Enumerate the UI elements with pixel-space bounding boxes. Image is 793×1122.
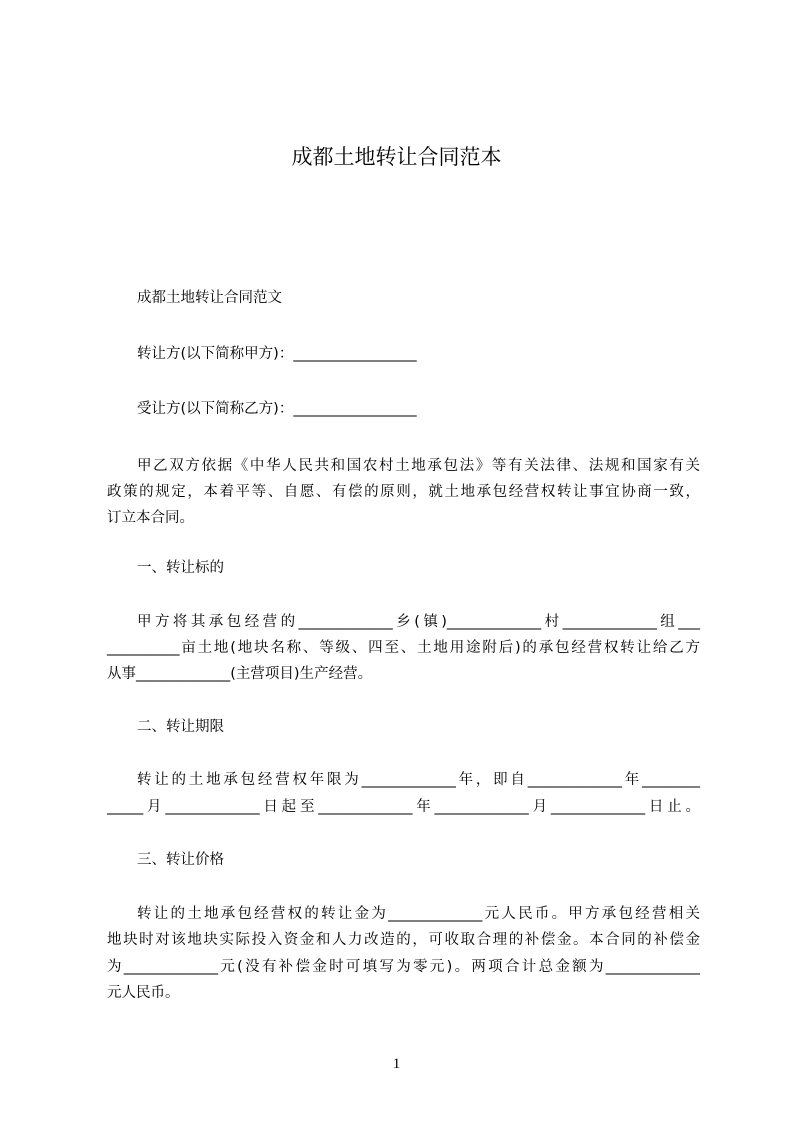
- paragraph-line: _____月_____________日起至_____________年_____________月_____________日止。: [107, 799, 700, 815]
- section-heading: 三、转让价格: [137, 852, 224, 868]
- paragraph-line: 甲方将其承包经营的_____________乡(镇)_____________村_____________组___: [137, 614, 700, 630]
- paragraph-line: 订立本合同。: [107, 510, 194, 526]
- paragraph-line: 政策的规定，本着平等、自愿、有偿的原则，就土地承包经营权转让事宜协商一致，: [107, 484, 700, 500]
- section-heading: 二、转让期限: [137, 719, 224, 735]
- paragraph-line: 甲乙双方依据《中华人民共和国农村土地承包法》等有关法律、法规和国家有关: [137, 458, 700, 474]
- section-heading: 一、转让标的: [137, 560, 224, 576]
- transferor-line: 转让方(以下简称甲方)：_________________: [137, 346, 417, 362]
- page-number: 1: [392, 1056, 401, 1072]
- paragraph-line: 转让的土地承包经营权年限为_____________年，即自_____________年________: [137, 772, 700, 788]
- paragraph-line: 元人民币。: [107, 985, 180, 1001]
- paragraph-line: 为_____________元(没有补偿金时可填写为零元)。两项合计总金额为_____________: [107, 959, 700, 975]
- subtitle: 成都土地转让合同范文: [137, 290, 282, 306]
- page-title: 成都土地转让合同范本: [291, 145, 502, 169]
- transferee-line: 受让方(以下简称乙方)：_________________: [137, 401, 417, 417]
- paragraph-line: 从事_____________(主营项目)生产经营。: [107, 666, 373, 682]
- paragraph-line: __________亩土地(地块名称、等级、四至、土地用途附后)的承包经营权转让给乙方: [107, 640, 700, 656]
- paragraph-line: 地块时对该地块实际投入资金和人力改造的，可收取合理的补偿金。本合同的补偿金: [107, 932, 700, 948]
- paragraph-line: 转让的土地承包经营权的转让金为_____________元人民币。甲方承包经营相关: [137, 906, 700, 922]
